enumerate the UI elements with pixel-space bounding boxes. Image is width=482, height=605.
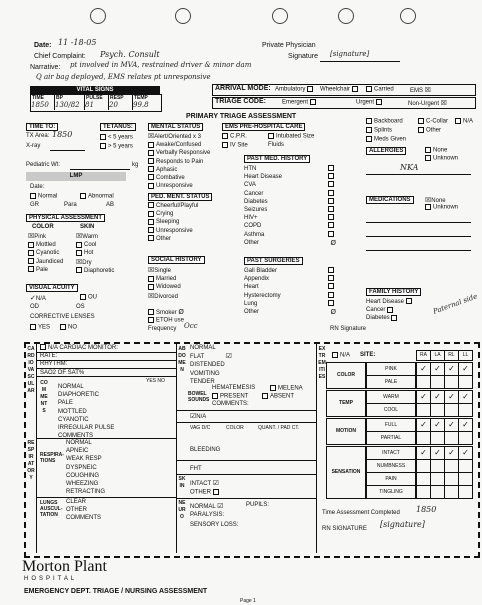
medications-unknown[interactable]: Unknown	[425, 204, 458, 211]
site-check-cell[interactable]: ✓	[444, 390, 459, 404]
signature-label: Signature	[288, 53, 318, 60]
site-check-cell[interactable]: ✓	[430, 446, 445, 460]
site-check-cell[interactable]	[430, 459, 445, 473]
frequency-label: Frequency	[148, 326, 177, 332]
site-check-cell[interactable]	[430, 375, 445, 389]
past-surg-list: Gall Bladder Appendix Heart Hysterectomy Lung Other Ø	[244, 268, 336, 317]
arrival-wheelchair[interactable]: Wheelchair	[320, 86, 360, 93]
mental-item[interactable]: ☒Alert/Oriented x 3	[148, 132, 201, 140]
chief-complaint-value[interactable]: Psych. Consult	[100, 50, 160, 59]
corrective-lenses-label: CORRECTIVE LENSES	[30, 314, 95, 320]
vital-signs-bar: VITAL SIGNS	[30, 86, 160, 94]
cardio-vert-label: CARDIOVASCULAR	[27, 346, 35, 394]
social-history-label: SOCIAL HISTORY	[148, 256, 205, 264]
vitals-value-time[interactable]: 1850	[31, 101, 49, 109]
allergies-value[interactable]: NKA	[400, 163, 419, 172]
tetanus-label: TETANUS:	[100, 123, 136, 131]
ext-na[interactable]: N/A	[332, 352, 350, 359]
mental-status-list	[148, 132, 210, 190]
site-check-cell[interactable]: ✓	[444, 418, 459, 432]
ems-fluids[interactable]: Fluids	[268, 142, 285, 148]
vag-dc: VAG D/C	[190, 425, 211, 431]
site-check-cell[interactable]	[416, 431, 431, 445]
color-list: ☒Pink Mottled Cyanotic Jaundiced Pale	[28, 232, 64, 273]
fht-label: FHT	[190, 466, 202, 472]
tx-area-label: TX Area:	[26, 133, 50, 139]
skin-vert-label: SKIN	[178, 476, 186, 489]
site-check-cell[interactable]: ✓	[458, 362, 473, 376]
narrative-line1[interactable]: pt involved in MVA, restrained driver & minor dam	[70, 61, 252, 69]
site-value-pink: PINK	[366, 362, 416, 376]
date-label: Date:	[34, 42, 52, 49]
pediatric-wt-label: Pediatric Wt:	[26, 162, 61, 168]
site-value-pale: PALE	[366, 375, 416, 389]
pupils-label: PUPILS:	[246, 502, 270, 508]
paralysis-label: PARALYSIS:	[190, 512, 225, 518]
site-check-cell[interactable]	[444, 431, 459, 445]
ped-ment-label: PED. MENT. STATUS	[148, 193, 212, 201]
site-value-tingling: TINGLING	[366, 485, 416, 499]
site-check-cell[interactable]: ✓	[458, 390, 473, 404]
comments-vert-label: COMMENTS	[40, 380, 48, 414]
site-check-cell[interactable]	[444, 375, 459, 389]
site-value-intact: INTACT	[366, 446, 416, 460]
site-check-cell[interactable]	[416, 375, 431, 389]
triage-non-urgent[interactable]: Non-Urgent ☒	[408, 99, 447, 107]
vitals-col-pulse: PULSE	[86, 95, 103, 101]
vag-quant: QUANT. / PAD CT.	[258, 425, 300, 431]
site-check-cell[interactable]	[458, 375, 473, 389]
lungs-label: LUNGS AUSCUL-TATION	[40, 500, 63, 518]
hematemesis[interactable]: HEMATEMESIS	[212, 385, 256, 391]
lungs-list: CLEAR OTHER COMMENTS	[66, 499, 101, 522]
ems-intubated[interactable]: Intubated Size	[268, 133, 314, 140]
cardio-skin-list: NORMAL DIAPHORETIC PALE MOTTLED CYANOTIC IRREGULAR PULSE COMMENTS	[58, 384, 115, 440]
family-history-label: FAMILY HISTORY	[366, 288, 421, 296]
abdomen-vert-label: ABDOMEN	[178, 346, 186, 373]
site-check-cell[interactable]	[444, 403, 459, 417]
site-check-cell[interactable]: ✓	[430, 418, 445, 432]
mental-item[interactable]: Aphasic	[148, 166, 210, 174]
binder-hole	[400, 8, 416, 24]
narrative-label: Narrative:	[30, 64, 61, 71]
bowel-comments: COMMENTS:	[212, 401, 249, 407]
site-check-cell[interactable]: ✓	[444, 446, 459, 460]
site-col-la: LA	[430, 350, 445, 361]
visual-os: OS	[76, 304, 85, 310]
other-option[interactable]: Other	[418, 127, 441, 134]
mental-item[interactable]: Awake/Confused	[148, 141, 210, 149]
ems-cpr[interactable]: C.P.R.	[222, 133, 247, 140]
mental-status-label: MENTAL STATUS	[148, 123, 203, 131]
lmp-date: Date:	[30, 184, 45, 190]
respirations-label: RESPIRA-TIONS	[40, 452, 64, 464]
vitals-value-temp[interactable]: 99.8	[133, 101, 149, 109]
site-col-ll: LL	[458, 350, 473, 361]
arrival-carried[interactable]: Carried	[366, 86, 394, 93]
yes-no-head: YES NO	[146, 378, 165, 384]
tx-area-value[interactable]: 1850	[52, 130, 73, 139]
ems-iv-site[interactable]: IV Site	[222, 142, 248, 149]
mental-item[interactable]: Combative	[148, 174, 210, 182]
chief-complaint-label: Chief Complaint:	[34, 53, 86, 60]
site-row-temp: TEMP	[326, 390, 366, 417]
ped-ment-list	[148, 202, 198, 243]
site-value-cool: COOL	[366, 403, 416, 417]
past-med-list: HTN Heart Disease CVA Cancer Diabetes Seizures HIV+ COPD Asthma Other Ø	[244, 166, 336, 247]
xray-label: X-ray	[26, 143, 41, 149]
lenses-no[interactable]: NO	[60, 324, 77, 331]
time-assessment-label: Time Assessment Completed	[322, 510, 400, 516]
site-check-cell[interactable]	[416, 459, 431, 473]
signature-value[interactable]: [signature]	[330, 50, 370, 58]
date-value[interactable]: 11 -18-05	[58, 38, 97, 47]
etoh-option[interactable]: ETOH use	[148, 317, 184, 324]
lmp-abnormal[interactable]: Abnormal	[80, 193, 114, 200]
vitals-col-resp: RESP	[110, 95, 124, 101]
site-check-cell[interactable]	[416, 403, 431, 417]
skin-head: SKIN	[80, 224, 95, 230]
bowel-sounds-label: BOWEL SOUNDS	[188, 391, 210, 403]
site-check-cell[interactable]	[458, 485, 473, 499]
backboard-option[interactable]: Backboard	[366, 118, 403, 125]
site-col-ra: RA	[416, 350, 431, 361]
site-value-partial: PARTIAL	[366, 431, 416, 445]
vitals-value-bp[interactable]: 130/82	[55, 101, 80, 109]
tetanus-less-5[interactable]: < 5 years	[100, 134, 133, 141]
site-check-cell[interactable]	[458, 459, 473, 473]
site-check-cell[interactable]	[444, 485, 459, 499]
medications-label: MEDICATIONS	[366, 196, 414, 204]
melena[interactable]: MELENA	[270, 385, 303, 392]
bowel-absent[interactable]: ABSENT	[262, 393, 294, 400]
pediatric-kg: kg	[132, 162, 139, 168]
site-row-motion: MOTION	[326, 418, 366, 445]
ems-care-label: EMS PRE-HOSPITAL CARE	[222, 123, 305, 131]
visual-od: OD	[30, 304, 39, 310]
vag-color: COLOR	[226, 425, 244, 431]
binder-hole	[338, 8, 354, 24]
vitals-value-resp[interactable]: 20	[109, 101, 118, 109]
mental-item[interactable]: Unresponsive	[148, 182, 210, 190]
site-col-rl: RL	[444, 350, 459, 361]
ped-item[interactable]: Crying	[148, 210, 198, 218]
arrival-ambulatory[interactable]: Ambulatory	[275, 86, 315, 93]
mental-item[interactable]: Responds to Pain	[148, 158, 210, 166]
site-check-cell[interactable]	[458, 472, 473, 486]
time-to-label: TIME TO:	[26, 123, 58, 131]
color-head: COLOR	[32, 224, 54, 230]
past-med-label: PAST MED. HISTORY	[244, 155, 310, 163]
time-assessment-value[interactable]: 1850	[416, 505, 437, 514]
private-physician-label: Private Physician	[262, 42, 316, 49]
neuro-vert-label: NEURO	[178, 500, 186, 520]
lmp-ab: AB	[106, 202, 115, 208]
social-list: ☒Single Married Widowed ☒Divorced	[148, 266, 181, 300]
bleeding-label: BLEEDING	[190, 447, 221, 453]
lenses-yes[interactable]: YES	[30, 324, 50, 331]
rn-signature-value[interactable]: [signature]	[380, 520, 425, 529]
lmp-gr: GR	[30, 202, 39, 208]
vitals-col-temp: TEMP	[134, 95, 148, 101]
site-check-cell[interactable]: ✓	[416, 446, 431, 460]
site-value-pain: PAIN	[366, 472, 416, 486]
page-number: Page 1	[240, 598, 256, 604]
lmp-bar: LMP	[26, 172, 126, 181]
site-check-cell[interactable]	[416, 485, 431, 499]
site-check-cell[interactable]	[430, 431, 445, 445]
triage-code-label: TRIAGE CODE:	[215, 98, 266, 105]
allergies-none[interactable]: None	[425, 147, 447, 154]
abd-na[interactable]: ☑N/A	[190, 412, 207, 420]
site-check-cell[interactable]	[458, 431, 473, 445]
family-list: Heart Disease Cancer Diabetes	[366, 298, 414, 323]
sensory-loss-label: SENSORY LOSS:	[190, 522, 239, 528]
site-check-cell[interactable]: ✓	[416, 362, 431, 376]
visual-ou[interactable]: OU	[80, 294, 97, 301]
site-check-cell[interactable]: ✓	[458, 446, 473, 460]
splints-option[interactable]: Splints	[366, 127, 392, 134]
allergies-unknown[interactable]: Unknown	[425, 155, 458, 162]
family-note[interactable]: Paternal side	[432, 292, 479, 316]
c-collar-option[interactable]: C-Collar	[418, 118, 448, 125]
ped-item[interactable]: Other	[148, 235, 198, 243]
ped-item[interactable]: Cheerful/Playful	[148, 202, 198, 210]
cardio-list: N/A CARDIAC MONITOR: RATE: RHYTHM: SAO2 OF SAT%	[40, 345, 118, 376]
primary-triage-title: PRIMARY TRIAGE ASSESSMENT	[186, 113, 297, 120]
logo-subtitle: HOSPITAL	[24, 576, 78, 582]
site-row-color: COLOR	[326, 362, 366, 389]
arrival-label: ARRIVAL MODE:	[215, 85, 271, 92]
site-check-cell[interactable]	[458, 403, 473, 417]
skin-other[interactable]: OTHER	[190, 489, 221, 496]
rn-signature-bottom: RN SIGNATURE	[322, 526, 367, 532]
resp-list: NORMAL APNEIC WEAK RESP DYSPNEIC COUGHING WHEEZING RETRACTING	[66, 440, 105, 496]
lmp-para: Para	[64, 202, 77, 208]
ped-item[interactable]: Sleeping	[148, 218, 198, 226]
tetanus-more-5[interactable]: > 5 years	[100, 143, 133, 150]
site-check-cell[interactable]: ✓	[416, 390, 431, 404]
binder-hole	[272, 8, 288, 24]
form-title: EMERGENCY DEPT. TRIAGE / NURSING ASSESSMENT	[24, 588, 208, 595]
mental-item[interactable]: Verbally Responsive	[148, 149, 210, 157]
na-option[interactable]: N/A	[455, 118, 473, 125]
site-check-cell[interactable]	[430, 485, 445, 499]
medications-none[interactable]: ☒None	[425, 196, 446, 204]
smoker-option[interactable]: Smoker Ø	[148, 308, 184, 316]
site-check-cell[interactable]: ✓	[430, 390, 445, 404]
abdomen-list: NORMAL FLAT ☑ DISTENDED VOMITING TENDER	[190, 345, 233, 385]
frequency-value[interactable]: Occ	[184, 322, 198, 330]
bowel-present[interactable]: PRESENT	[212, 393, 248, 400]
physical-assessment-label: PHYSICAL ASSESSMENT	[26, 214, 105, 222]
resp-vert-label: RESPIRATORY	[27, 440, 35, 481]
skin-intact[interactable]: INTACT ☑	[190, 479, 220, 487]
triage-emergent[interactable]: Emergent	[282, 99, 318, 106]
binder-hole	[90, 8, 106, 24]
site-head: SITE:	[360, 352, 376, 358]
binder-hole	[175, 8, 191, 24]
triage-urgent[interactable]: Urgent	[356, 99, 384, 106]
site-check-cell[interactable]: ✓	[430, 362, 445, 376]
site-check-cell[interactable]	[430, 403, 445, 417]
visual-na[interactable]: ✓N/A	[30, 294, 46, 302]
arrival-ems[interactable]: EMS ☒	[410, 86, 431, 94]
neuro-normal[interactable]: NORMAL ☑	[190, 502, 224, 510]
narrative-line2[interactable]: Q air bag deployed, EMS relates pt unresponsive	[36, 73, 211, 81]
site-value-full: FULL	[366, 418, 416, 432]
site-check-cell[interactable]	[444, 459, 459, 473]
site-value-numbness: NUMBNESS	[366, 459, 416, 473]
meds-given-option[interactable]: Meds Given	[366, 136, 406, 143]
site-check-cell[interactable]: ✓	[458, 418, 473, 432]
visual-acuity-label: VISUAL ACUITY	[26, 284, 78, 292]
ped-item[interactable]: Unresponsive	[148, 227, 198, 235]
site-check-cell[interactable]	[444, 472, 459, 486]
vitals-value-pulse[interactable]: 81	[85, 101, 94, 109]
site-check-cell[interactable]: ✓	[416, 418, 431, 432]
extremities-vert-label: EXTREMITIES	[318, 346, 326, 380]
skin-list: ☒Warm Cool Hot ☒Dry Diaphoretic	[76, 232, 115, 274]
allergies-label: ALLERGIES	[366, 147, 406, 155]
site-value-warm: WARM	[366, 390, 416, 404]
past-surgeries-label: PAST SURGERIES	[244, 257, 303, 265]
site-row-sensation: SENSATION	[326, 446, 366, 499]
site-check-cell[interactable]: ✓	[444, 362, 459, 376]
site-check-cell[interactable]	[416, 472, 431, 486]
lmp-normal[interactable]: Normal	[30, 193, 57, 200]
site-check-cell[interactable]	[430, 472, 445, 486]
morton-plant-logo: Morton Plant	[22, 558, 107, 575]
vitals-col-bp: BP	[56, 95, 63, 101]
vitals-col-time: TIME	[32, 95, 44, 101]
rn-signature-label: RN Signature	[330, 326, 367, 332]
